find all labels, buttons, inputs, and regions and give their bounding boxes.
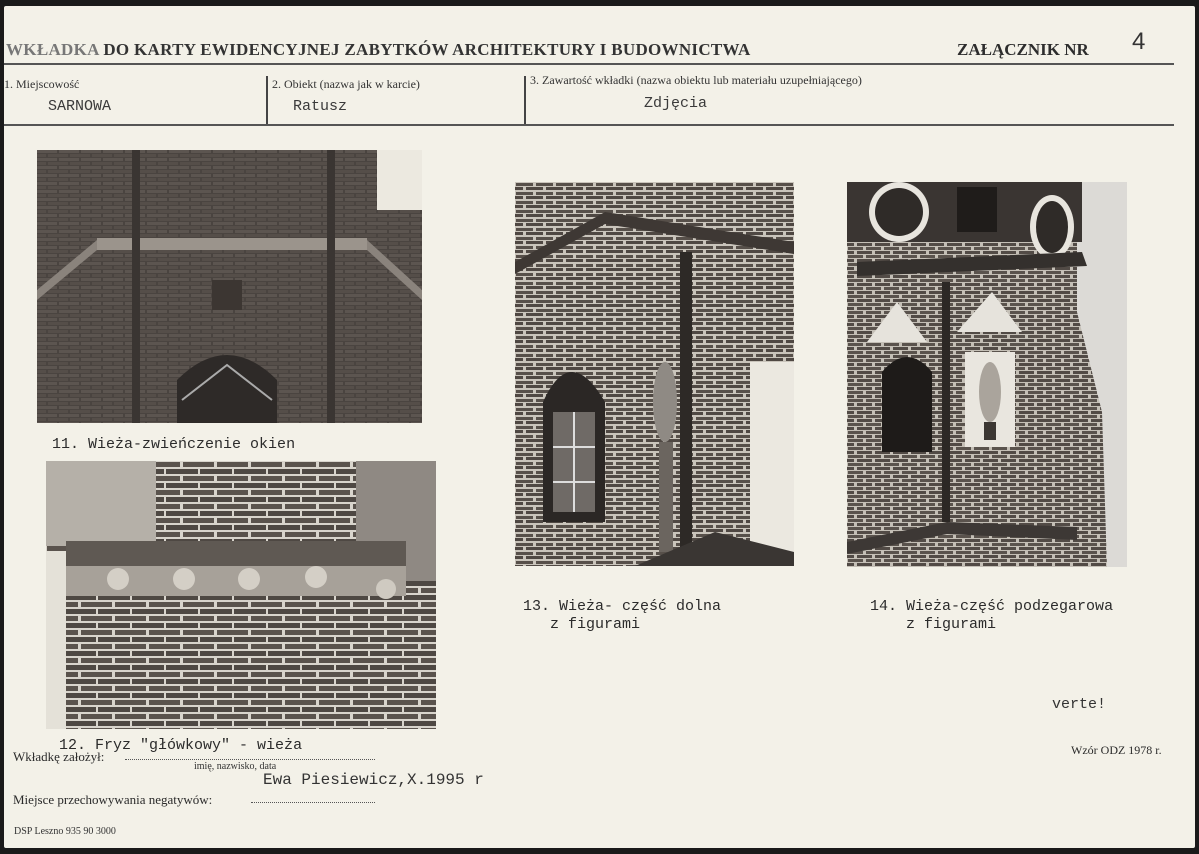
caption-text: Fryz "główkowy" - wieża [95,737,303,754]
caption-text-line2: z figurami [550,616,641,633]
negatives-location-line [251,802,375,803]
header-rule [4,63,1174,65]
photo-11-caption [52,436,295,454]
inventory-card-insert [4,6,1195,848]
annex-label: ZAŁĄCZNIK NR [957,40,1089,59]
printer-imprint: DSP Leszno 935 90 3000 [14,826,116,837]
field-divider [266,76,268,126]
title-faded-part: WKŁADKA [6,40,99,59]
caption-number: 14. [870,598,898,615]
title-text: DO KARTY EWIDENCYJNEJ ZABYTKÓW ARCHITEKTURY I BUDOWNICTWA [103,40,751,59]
caption-text: Wieża- część dolna [559,598,722,615]
caption-number: 11. [52,436,80,453]
contents-label: 3. Zawartość wkładki (nazwa obiektu lub materiału uzupełniającego) [530,73,862,87]
photo-11-tower-window-crown [37,150,422,423]
created-by-hint: imię, nazwisko, data [194,761,277,772]
created-by-line [125,759,375,760]
created-by-label: Wkładkę założył: [13,749,105,764]
field-divider [524,76,526,126]
object-value: Ratusz [293,98,348,115]
caption-text-line2: z figurami [906,616,997,633]
caption-number: 12. [59,737,87,754]
photo-14-caption [870,598,1113,634]
verte-note: verte! [1052,696,1107,713]
contents-value: Zdjęcia [644,95,708,112]
caption-text: Wieża-część podzegarowa [906,598,1114,615]
photo-13-tower-lower-figures [515,182,794,566]
photo-14-tower-below-clock-figures [847,182,1127,567]
annex-number: 4 [1132,28,1146,55]
photo-13-caption [523,598,721,634]
form-pattern: Wzór ODZ 1978 r. [1071,743,1162,757]
locality-label: 1. Miejscowość [4,77,80,91]
created-by-value: Ewa Piesiewicz,X.1995 r [263,771,484,789]
locality-value: SARNOWA [48,98,112,115]
negatives-location-label: Miejsce przechowywania negatywów: [13,792,213,807]
object-label: 2. Obiekt (nazwa jak w karcie) [272,77,420,91]
caption-number: 13. [523,598,551,615]
fields-rule [4,124,1174,126]
form-title [6,40,751,60]
photo-12-head-frieze [46,461,436,729]
caption-text: Wieża-zwieńczenie okien [88,436,296,453]
